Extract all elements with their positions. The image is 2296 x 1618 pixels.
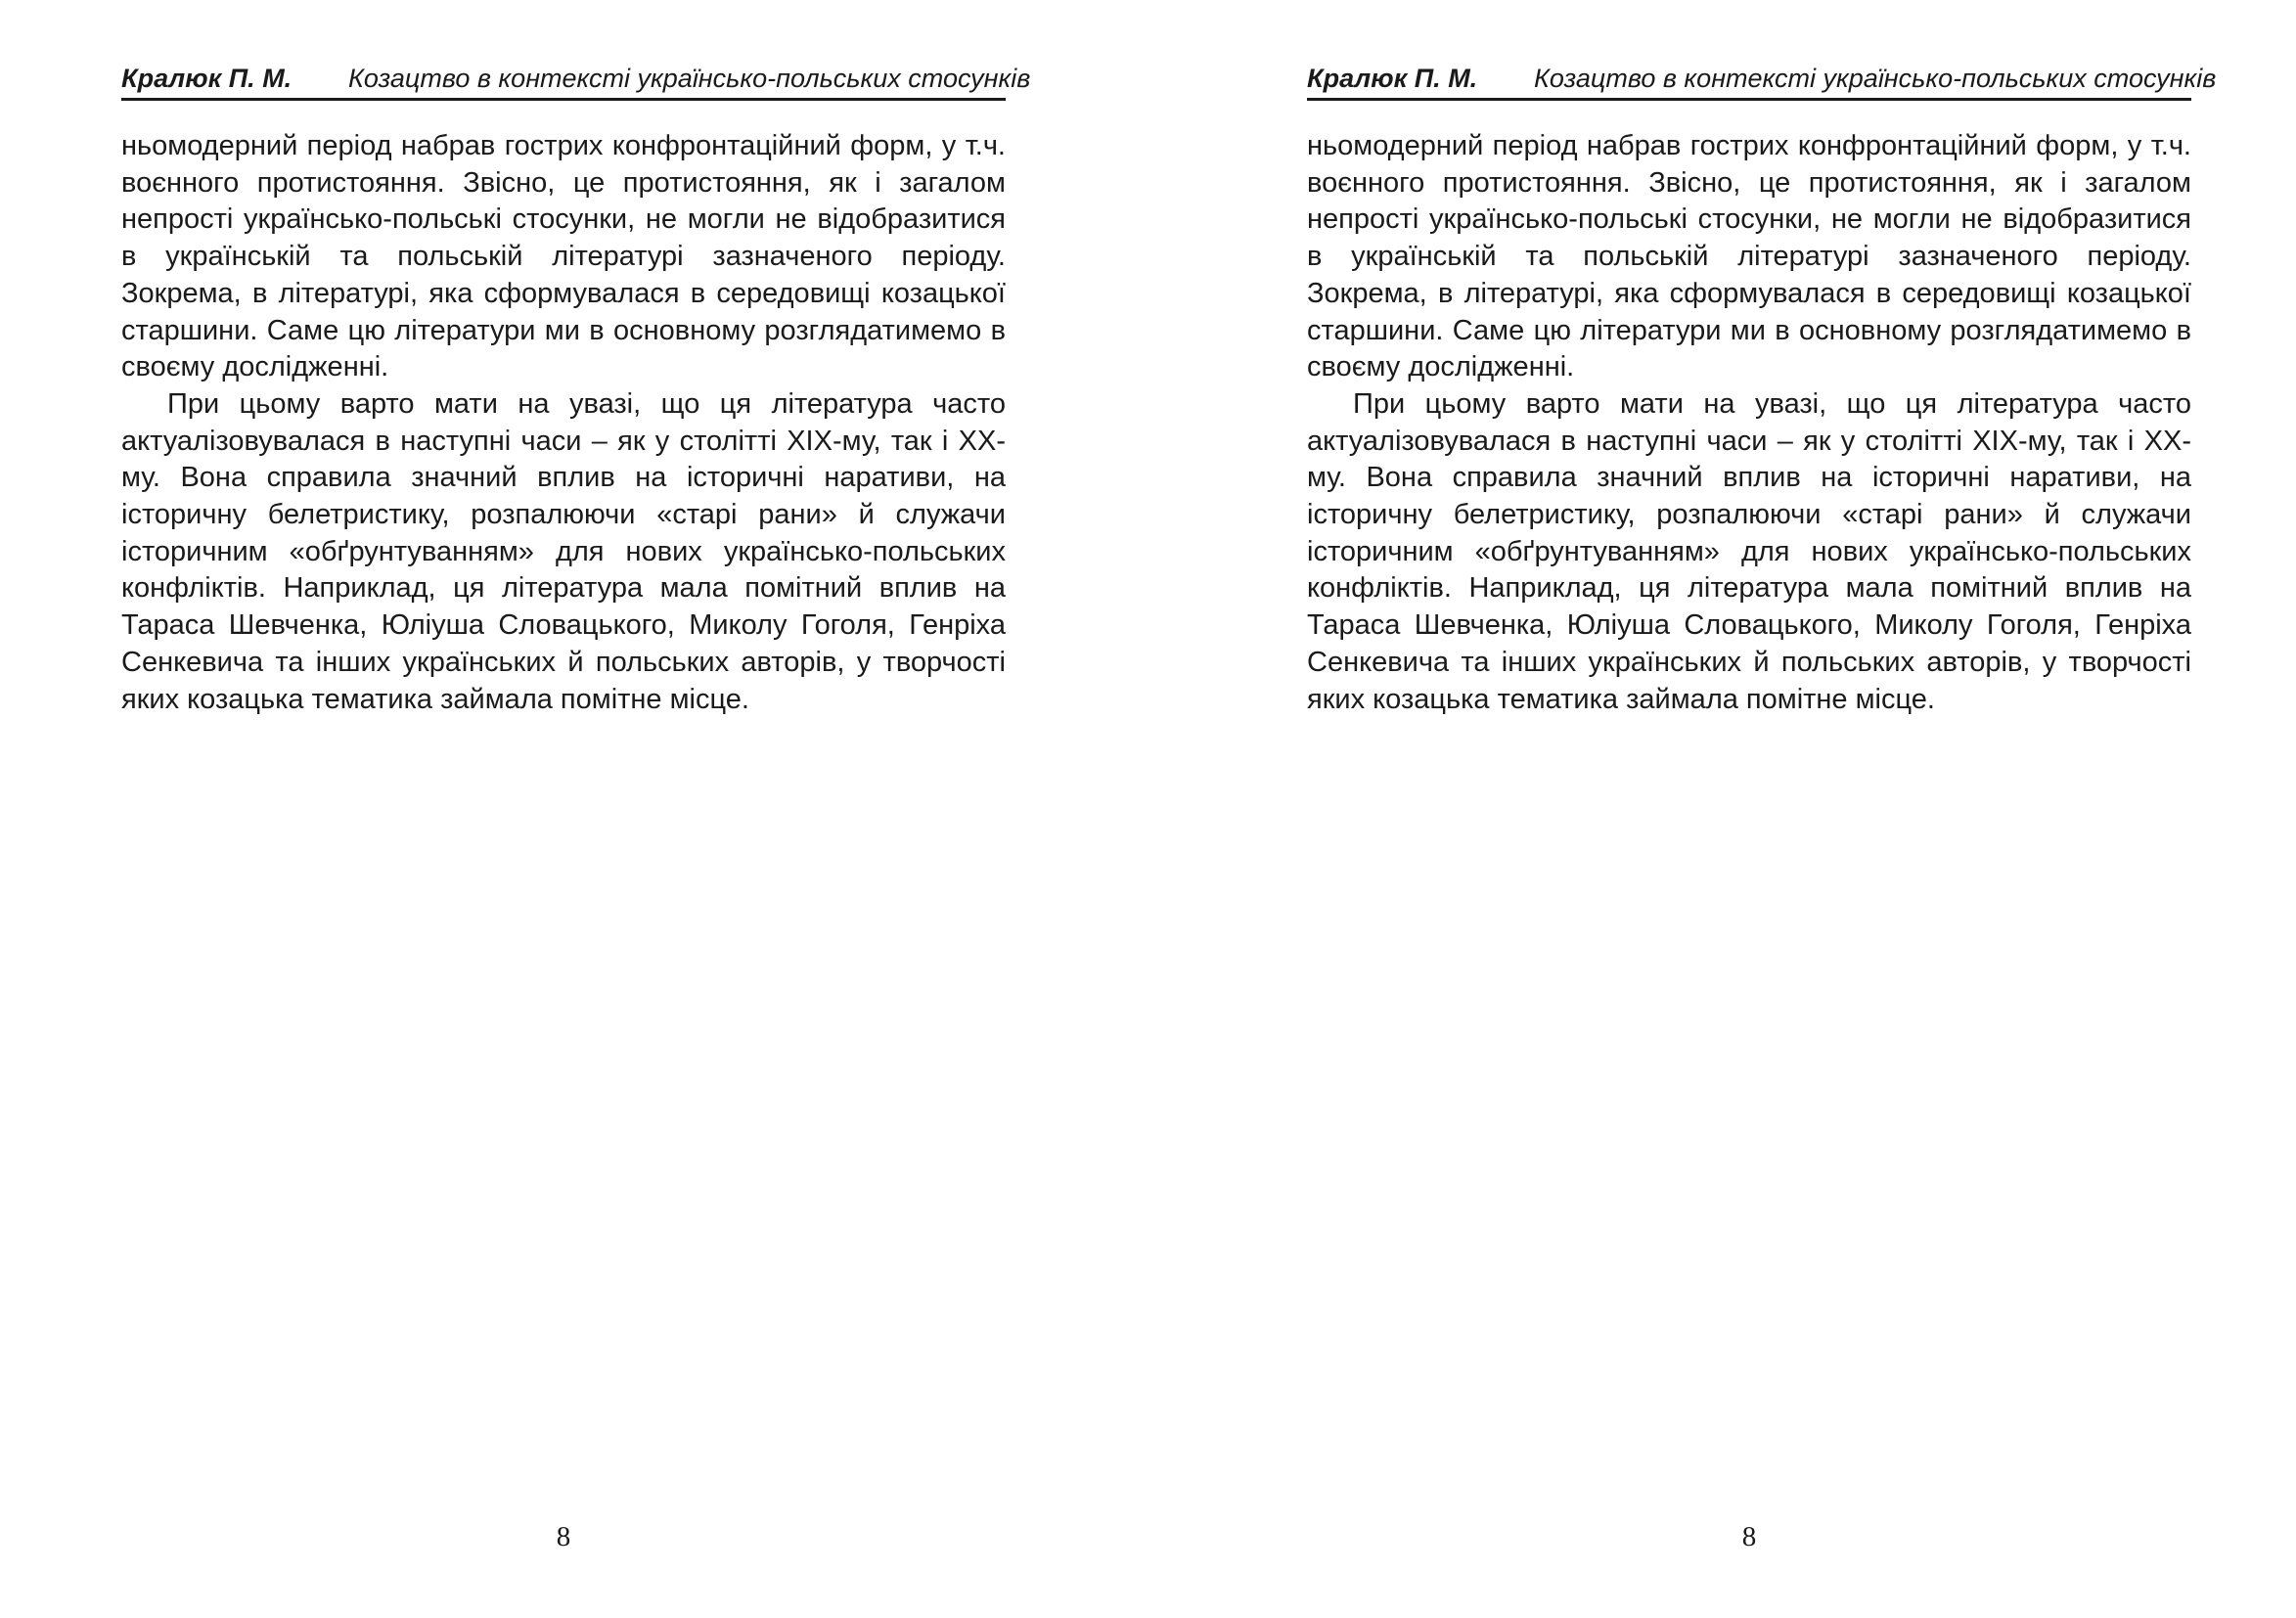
running-head-author: Кралюк П. М. xyxy=(1307,64,1478,93)
running-head-title: Козацтво в контексті українсько-польських стосунків xyxy=(348,64,1031,93)
page-number: 8 xyxy=(1741,1521,1757,1552)
right-page xyxy=(1307,0,2217,1618)
running-head xyxy=(121,59,1031,101)
paragraph: При цьому варто мати на увазі, що ця література часто актуалізовувалася в наступні часи – як у столітті ХІХ-му, так і ХХ-му. Вона справила значний вплив на історичні наративи, на історичну белетристику, розпалюючи «старі рани» й служачи історичним «обґрунтуванням» для нових українсько-польських конфліктів. Наприклад, ця література мала помітний вплив на Тараса Шевченка, Юліуша Словацького, Миколу Гоголя, Генріха Сенкевича та інших українських й польських авторів, у творчості яких козацька тематика займала помітне місце. xyxy=(121,387,1006,715)
body-text xyxy=(121,128,1006,718)
running-head xyxy=(1307,59,2217,101)
left-page xyxy=(121,0,1031,1618)
running-head-author: Кралюк П. М. xyxy=(121,64,293,93)
running-head-title: Козацтво в контексті українсько-польських стосунків xyxy=(1534,64,2217,93)
paragraph: При цьому варто мати на увазі, що ця література часто актуалізовувалася в наступні часи – як у столітті ХІХ-му, так і ХХ-му. Вона справила значний вплив на історичні наративи, на історичну белетристику, розпалюючи «старі рани» й служачи історичним «обґрунтуванням» для нових українсько-польських конфліктів. Наприклад, ця література мала помітний вплив на Тараса Шевченка, Юліуша Словацького, Миколу Гоголя, Генріха Сенкевича та інших українських й польських авторів, у творчості яких козацька тематика займала помітне місце. xyxy=(1307,387,2191,715)
paragraph: ньомодерний період набрав гострих конфронтаційний форм, у т.ч. воєнного протистояння. Звісно, це протистояння, як і загалом непрості українсько-польські стосунки, не могли не відобразитися в українській та польській літературі зазначеного періоду. Зокрема, в літературі, яка сформувалася в середовищі козацької старшини. Саме цю літератури ми в основному розглядатимемо в своєму дослідженні. xyxy=(1307,130,2191,383)
body-text xyxy=(1307,128,2191,718)
page-number: 8 xyxy=(556,1521,571,1552)
paragraph: ньомодерний період набрав гострих конфронтаційний форм, у т.ч. воєнного протистояння. Звісно, це протистояння, як і загалом непрості українсько-польські стосунки, не могли не відобразитися в українській та польській літературі зазначеного періоду. Зокрема, в літературі, яка сформувалася в середовищі козацької старшини. Саме цю літератури ми в основному розглядатимемо в своєму дослідженні. xyxy=(121,130,1006,383)
